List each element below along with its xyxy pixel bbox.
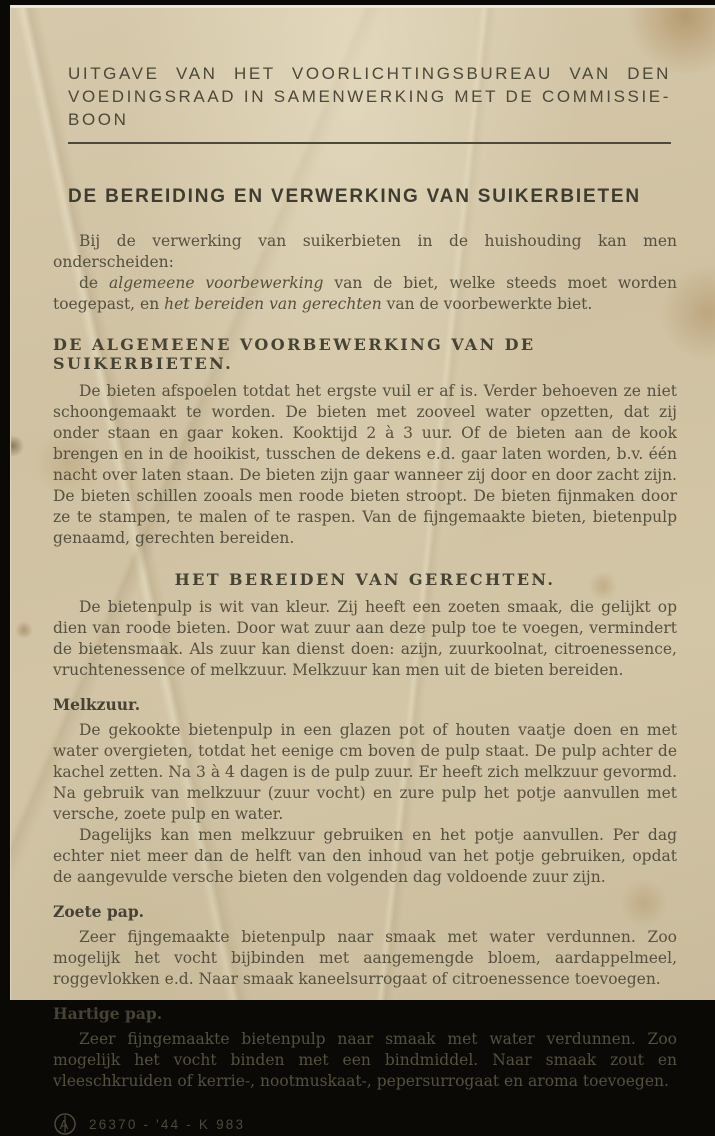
subsection-heading-melkzuur: Melkzuur.	[53, 695, 141, 714]
intro-p2-mid: van de biet, welke steeds moet worden toegepast, en	[53, 274, 677, 313]
masthead-line1: UITGAVE VAN HET VOORLICHTINGSBUREAU VAN DEN	[68, 64, 671, 83]
intro-p2-italic-gerechten: het bereiden van gerechten	[164, 295, 382, 313]
intro-p2-italic-voorbewerking: algemeene voorbewerking	[109, 274, 324, 292]
intro-paragraph-2	[53, 273, 677, 315]
section-heading-bereiden-gerechten: HET BEREIDEN VAN GERECHTEN.	[174, 570, 556, 589]
melkzuur-paragraph-2: Dagelijks kan men melkzuur gebruiken en het potje aanvullen. Per dag echter niet meer dan de helft van den inhoud van het potje gebruiken, opdat de aangevulde versche bieten den volgenden dag voldoende zuur zijn.	[53, 826, 677, 886]
section-voorbewerking-paragraph: De bieten afspoelen totdat het ergste vuil er af is. Verder behoeven ze niet schoongemaakt te worden. De bieten met zooveel water opzetten, dat zij onder staan en gaar koken. Kooktijd 2 à 3 uur. Of de bieten aan de kook brengen en in de hooikist, tusschen de dekens e.d. gaar laten worden, b.v. één nacht over laten staan. De bieten zijn gaar wanneer zij door en door zacht zijn. De bieten schillen zooals men roode bieten stroopt. De bieten fijnmaken door ze te stampen, te malen of te raspen. Van de fijngemaakte bieten, bietenpulp genaamd, gerechten bereiden.	[53, 382, 677, 547]
printer-mark-icon	[53, 1112, 77, 1136]
intro-p2-post: van de voorbewerkte biet.	[381, 295, 593, 313]
paper-page	[10, 5, 715, 1132]
svg-text:A: A	[59, 1117, 71, 1132]
melkzuur-paragraph-1: De gekookte bietenpulp in een glazen pot of houten vaatje doen en met water overgieten, totdat het eenige cm boven de pulp staat. De pulp achter de kachel zetten. Na 3 à 4 dagen is de pulp zuur. Er heeft zich melkzuur gevormd. Na gebruik van melkzuur (zuur vocht) en zure pulp het potje aanvullen met versche, zoete pulp en water.	[53, 721, 677, 823]
section-gerechten-paragraph: De bietenpulp is wit van kleur. Zij heeft een zoeten smaak, die gelijkt op dien van roode bieten. Door wat zuur aan deze pulp toe te voegen, vermindert de bietensmaak. Als zuur kan dienst doen: azijn, zuurkoolnat, citroenessence, vruchtenessence of melkzuur. Melkzuur kan men uit de bieten bereiden.	[53, 598, 677, 679]
intro-p2-pre: de	[79, 274, 110, 292]
hartige-pap-paragraph: Zeer fijngemaakte bietenpulp naar smaak met water verdunnen. Zoo mogelijk het vocht binden met een bindmiddel. Naar smaak zout en vleeschkruiden of kerrie-, nootmuskaat-, pepersurrogaat en aroma toevoegen.	[53, 1030, 677, 1090]
section-heading-voorbewerking: DE ALGEMEENE VOORBEWERKING VAN DE SUIKERBIETEN.	[53, 335, 536, 373]
zoete-pap-paragraph: Zeer fijngemaakte bietenpulp naar smaak met water verdunnen. Zoo mogelijk het vocht bijbinden met aangemengde bloem, aardappelmeel, roggevlokken e.d. Naar smaak kaneelsurrogaat of citroenessence toevoegen.	[53, 928, 677, 988]
masthead-divider	[68, 142, 671, 144]
subsection-heading-hartige-pap: Hartige pap.	[53, 1004, 163, 1023]
page-title: DE BEREIDING EN VERWERKING VAN SUIKERBIETEN	[68, 186, 641, 207]
subsection-heading-zoete-pap: Zoete pap.	[53, 902, 145, 921]
intro-paragraph-1: Bij de verwerking van suikerbieten in de huishouding kan men onderscheiden:	[53, 232, 677, 271]
masthead	[68, 62, 671, 131]
masthead-line2: VOEDINGSRAAD IN SAMENWERKING MET DE COMMISSIE-BOON	[68, 87, 671, 129]
imprint-line	[53, 1112, 677, 1136]
imprint-text: 26370 - '44 - K 983	[89, 1116, 246, 1132]
